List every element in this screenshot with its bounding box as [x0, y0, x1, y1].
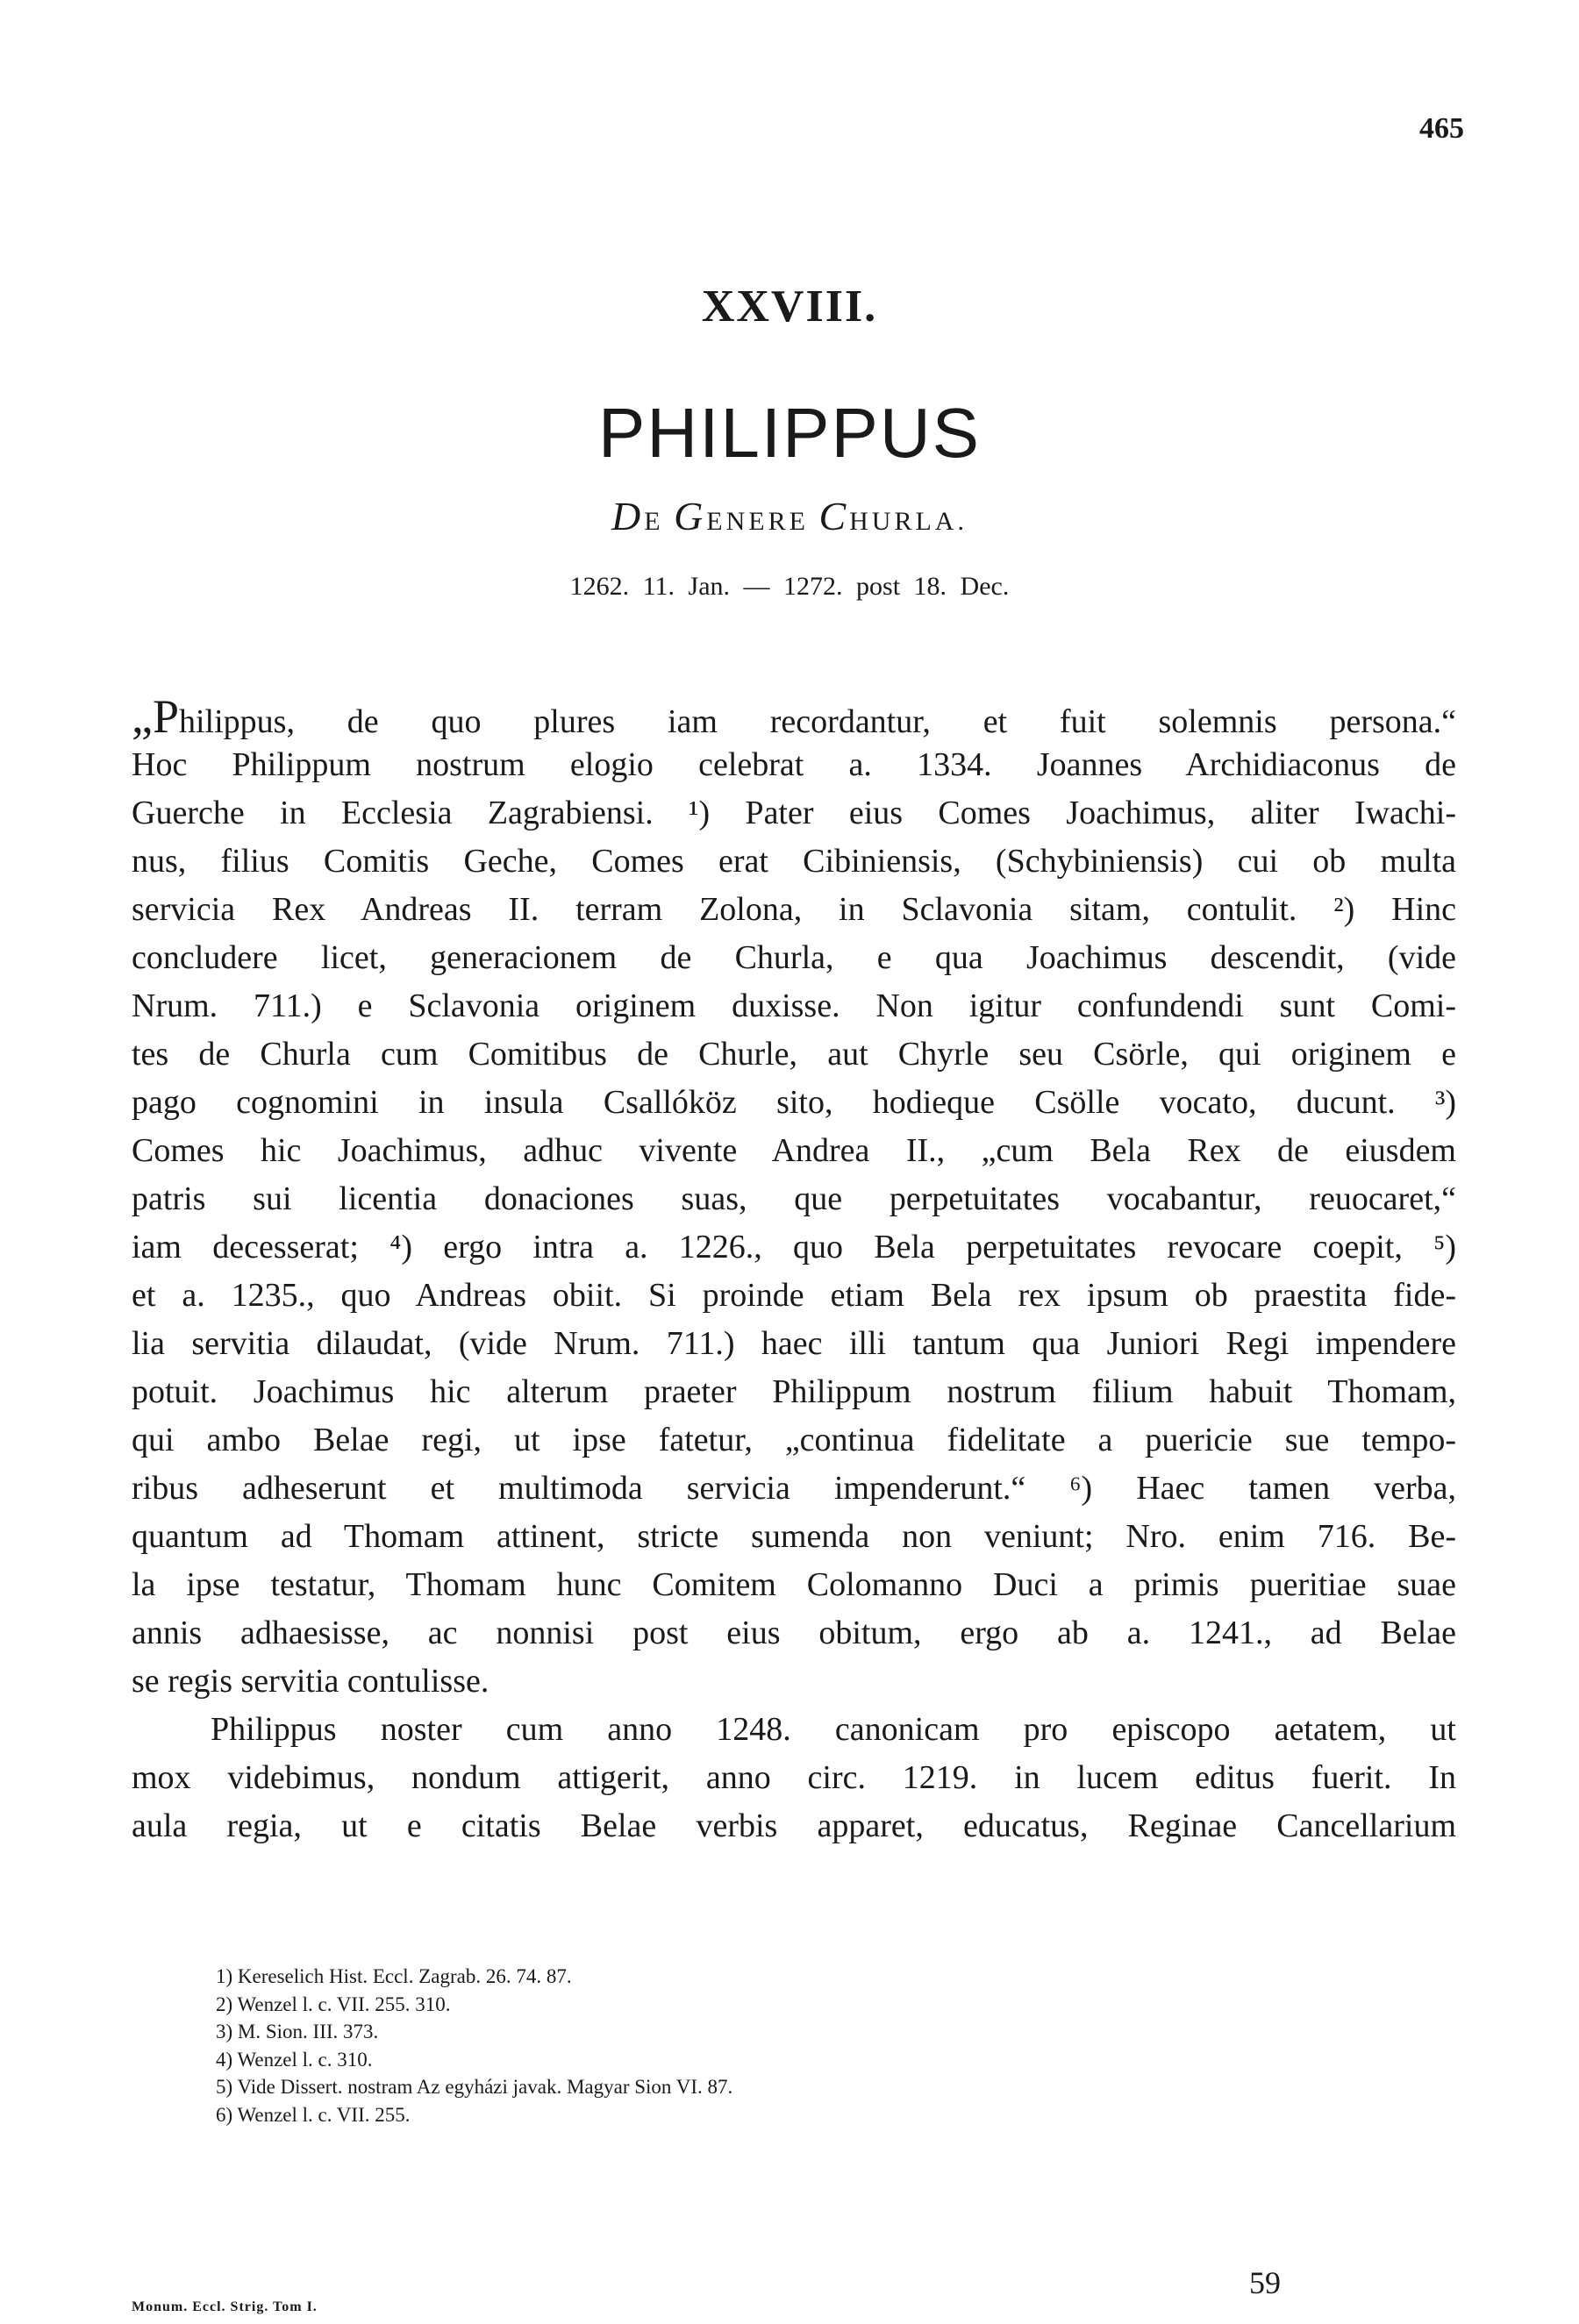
text-line: nus, filius Comitis Geche, Comes erat Cibiniensis, (Schybiniensis) cui ob multa	[132, 843, 1456, 880]
text-line: lia servitia dilaudat, (vide Nrum. 711.) haec illi tantum qua Juniori Regi impendere	[132, 1325, 1456, 1362]
page-number: 465	[1419, 112, 1464, 145]
text-line: concludere licet, generacionem de Churla, e qua Joachimus descendit, (vide	[132, 939, 1456, 976]
date-range: 1262. 11. Jan. — 1272. post 18. Dec.	[569, 572, 1010, 601]
text-line: et a. 1235., quo Andreas obiit. Si proinde etiam Bela rex ipsum ob praestita fide-	[132, 1277, 1456, 1314]
volume-imprint: Monum. Eccl. Strig. Tom I.	[132, 2299, 318, 2314]
subtitle-word: ENERE	[706, 507, 809, 536]
subtitle-word: HURLA.	[849, 507, 968, 536]
text-line: la ipse testatur, Thomam hunc Comitem Colomanno Duci a primis pueritiae suae	[132, 1566, 1456, 1603]
text-line: Hoc Philippum nostrum elogio celebrat a. 1334. Joannes Archidiaconus de	[132, 746, 1456, 783]
subtitle-word: E	[644, 507, 664, 536]
text-line: Guerche in Ecclesia Zagrabiensi. ¹) Pater eius Comes Joachimus, aliter Iwachi-	[132, 795, 1456, 831]
text-line: mox videbimus, nondum attigerit, anno circ. 1219. in lucem editus fuerit. In	[132, 1759, 1456, 1796]
text-line: Nrum. 711.) e Sclavonia originem duxisse. Non igitur confundendi sunt Comi-	[132, 987, 1456, 1024]
subtitle-capital: C	[818, 494, 850, 538]
footnote: 3) M. Sion. III. 373.	[216, 2021, 379, 2042]
sheet-number: 59	[1249, 2265, 1281, 2300]
footnote: 1) Kereselich Hist. Eccl. Zagrab. 26. 74. 87.	[216, 1965, 572, 1987]
text-line: patris sui licentia donaciones suas, que perpetuitates vocabantur, reuocaret,“	[132, 1180, 1456, 1217]
text-line: Comes hic Joachimus, adhuc vivente Andrea II., „cum Bela Rex de eiusdem	[132, 1132, 1456, 1169]
drop-cap: „P	[132, 690, 179, 743]
footnotes	[216, 1963, 1356, 2128]
footnote: 5) Vide Dissert. nostram Az egyházi javak. Magyar Sion VI. 87.	[216, 2076, 733, 2098]
text-line: qui ambo Belae regi, ut ipse fatetur, „continua fidelitate a puericie sue tempo-	[132, 1422, 1456, 1458]
subtitle-capital: D	[611, 494, 645, 538]
text-line: aula regia, ut e citatis Belae verbis apparet, educatus, Reginae Cancellarium	[132, 1807, 1456, 1844]
text-line: servicia Rex Andreas II. terram Zolona, in Sclavonia sitam, contulit. ²) Hinc	[132, 891, 1456, 928]
subtitle-capital: G	[674, 494, 707, 538]
body-text	[132, 690, 1456, 1850]
text-line-content: hilippus, de quo plures iam recordantur, et fuit solemnis persona.“	[179, 703, 1456, 740]
text-line: quantum ad Thomam attinent, stricte sumenda non veniunt; Nro. enim 716. Be-	[132, 1518, 1456, 1555]
text-line: tes de Churla cum Comitibus de Churle, aut Chyrle seu Csörle, qui originem e	[132, 1036, 1456, 1073]
footnote: 2) Wenzel l. c. VII. 255. 310.	[216, 1993, 451, 2015]
text-line: potuit. Joachimus hic alterum praeter Philippum nostrum filium habuit Thomam,	[132, 1373, 1456, 1410]
text-line: Philippus noster cum anno 1248. canonicam pro episcopo aetatem, ut	[211, 1711, 1456, 1748]
footnote: 6) Wenzel l. c. VII. 255.	[216, 2103, 411, 2126]
text-line: pago cognomini in insula Csallóköz sito, hodieque Csölle vocato, ducunt. ³)	[132, 1084, 1456, 1121]
text-line: iam decesserat; ⁴) ergo intra a. 1226., quo Bela perpetuitates revocare coepit, ⁵)	[132, 1229, 1456, 1265]
chapter-numeral: XXVIII.	[701, 282, 878, 331]
subtitle	[0, 493, 1579, 539]
footnote: 4) Wenzel l. c. 310.	[216, 2048, 373, 2071]
text-line	[132, 690, 1456, 743]
text-line: ribus adheserunt et multimoda servicia impenderunt.“ ⁶) Haec tamen verba,	[132, 1470, 1456, 1507]
text-line: annis adhaesisse, ac nonnisi post eius obitum, ergo ab a. 1241., ad Belae	[132, 1615, 1456, 1651]
page-title: PHILIPPUS	[598, 394, 981, 472]
text-line: se regis servitia contulisse.	[132, 1663, 489, 1700]
